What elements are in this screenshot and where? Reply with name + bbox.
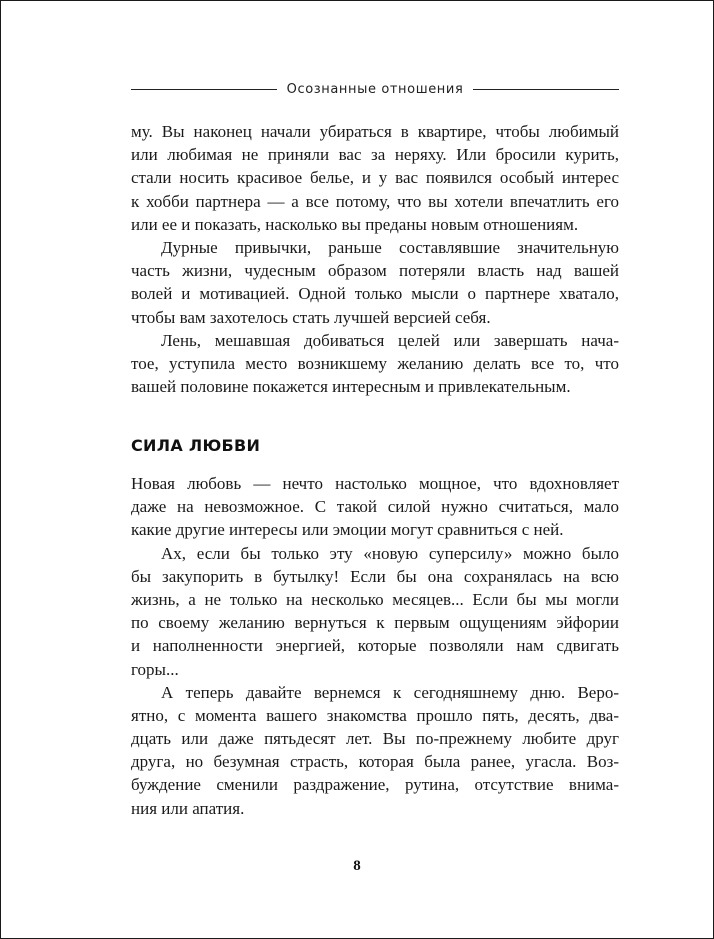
text-line: волей и мотивацией. Одной только мысли о партнере хватало, [131,284,619,304]
section-heading: СИЛА ЛЮБВИ [131,436,261,455]
text-block-1 [131,120,619,398]
text-line: Ах, если бы только эту «новую суперсилу» можно было [161,543,619,563]
text-line: жизнь, а не только на несколько месяцев... Если бы мы могли [131,589,619,609]
text-line: Новая любовь — нечто настолько мощное, что вдохновляет [131,474,619,493]
text-block-2 [131,472,619,820]
text-line: или ее и показать, насколько вы преданы новым отношениям. [131,214,579,234]
text-line: к хобби партнера — а все потому, что вы хотели впечатлить его [131,191,619,211]
page-number: 8 [353,858,361,874]
text-line: даже на невозможное. С такой силой нужно считаться, мало [131,497,619,517]
text-line: му. Вы наконец начали убираться в квартире, чтобы любимый [131,122,619,141]
text-line: дцать или даже пятьдесят лет. Вы по-прежнему любите друг [131,729,619,749]
text-line: по своему желанию вернуться к первым ощущениям эйфории [131,613,619,633]
text-line: Лень, мешавшая добиваться целей или завершать нача- [161,330,619,350]
header-rule-left [131,89,277,90]
text-line: и наполненности энергией, которые позволяли нам сдвигать [131,636,619,656]
header-rule-right [473,89,619,90]
text-line: А теперь давайте вернемся к сегодняшнему дню. Веро- [161,682,619,702]
text-line: ния или апатия. [131,798,245,818]
text-line: буждение сменили раздражение, рутина, отсутствие внима- [131,775,619,795]
text-line: стали носить красивое белье, и у вас появился особый интерес [131,168,619,188]
running-header-title: Осознанные отношения [286,82,464,97]
text-line: какие другие интересы или эмоции могут сравниться с ней. [131,520,564,540]
text-line: бы закупорить в бутылку! Если бы она сохранялась на всю [131,566,619,586]
text-line: друга, но безумная страсть, которая была ранее, угасла. Воз- [131,752,619,772]
running-header [131,82,619,97]
text-line: тое, уступила место возникшему желанию делать все то, что [131,353,619,373]
text-line: или любимая не приняли вас за неряху. Или бросили курить, [131,145,619,165]
text-line: часть жизни, чудесным образом потеряли власть над вашей [131,261,619,281]
text-line: ятно, с момента вашего знакомства прошло пять, десять, два- [131,705,619,725]
text-line: горы... [131,659,179,679]
text-line: вашей половине покажется интересным и привлекательным. [131,377,571,397]
text-line: чтобы вам захотелось стать лучшей версией себя. [131,307,491,327]
text-line: Дурные привычки, раньше составлявшие значительную [161,237,619,257]
